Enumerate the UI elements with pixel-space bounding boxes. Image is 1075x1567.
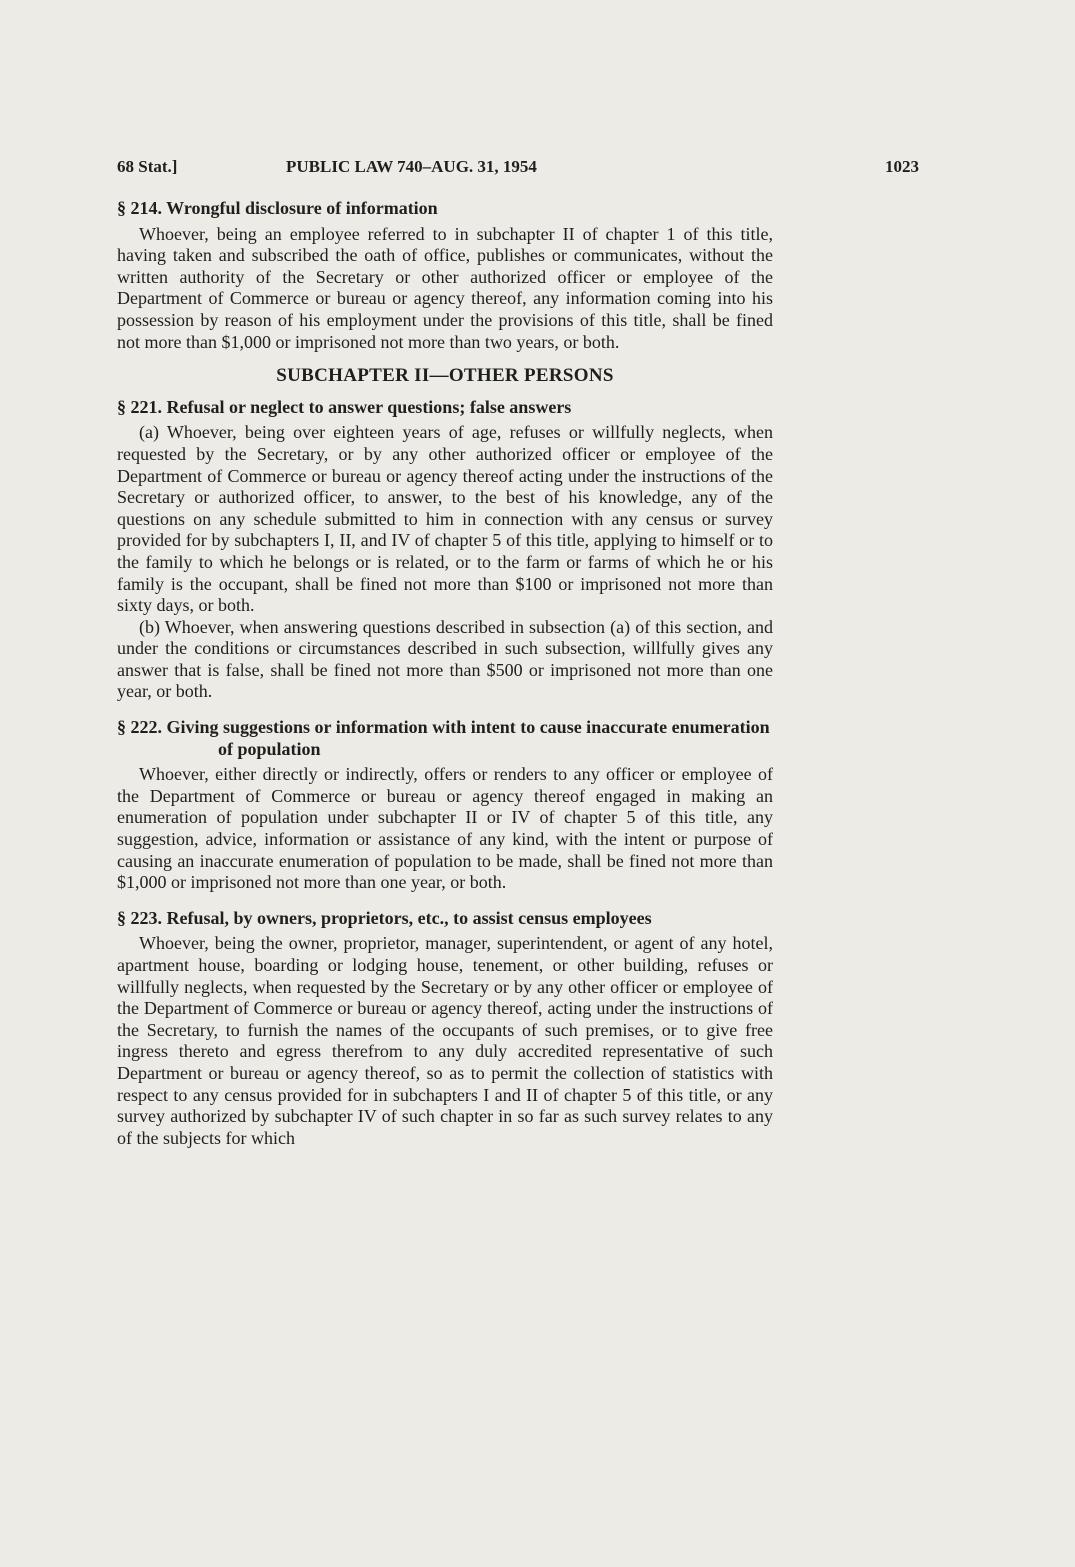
section-223-paragraph: Whoever, being the owner, proprietor, manager, superintendent, or agent of any hotel, apartment house, boarding or lodging house, tenement, or other building, refuses or willfully neglects, when requested by the Secretary or by any other officer or employee of the Department of Commerce or bureau or agency thereof, acting under the instructions of the Secretary, to furnish the names of the occupants of such premises, or to give free ingress thereto and egress therefrom to any duly accredited representative of such Department or bureau or agency thereof, so as to permit the collection of statistics with respect to any census provided for in subchapters I and II of chapter 5 of this title, or any survey authorized by subchapter IV of such chapter in so far as such survey relates to any of the subjects for which [117, 933, 773, 1148]
running-header [117, 157, 919, 183]
subchapter-heading: SUBCHAPTER II—OTHER PERSONS [276, 365, 614, 387]
public-law-title: PUBLIC LAW 740–AUG. 31, 1954 [286, 157, 537, 176]
section-223-heading: § 223. Refusal, by owners, proprietors, etc., to assist census employees [117, 907, 652, 928]
document-body [117, 198, 773, 1149]
section-222-heading: § 222. Giving suggestions or information with intent to cause inaccurate enumeration of population [117, 717, 770, 759]
section-221-paragraph-b: (b) Whoever, when answering questions described in subsection (a) of this section, and under the conditions or circumstances described in such subsection, willfully gives any answer that is false, shall be fined not more than $500 or imprisoned not more than one year, or both. [117, 616, 773, 702]
section-214-heading: § 214. Wrongful disclosure of information [117, 198, 438, 218]
section-214-paragraph: Whoever, being an employee referred to in subchapter II of chapter 1 of this title, having taken and subscribed the oath of office, publishes or communicates, without the written authority of the Secretary or other authorized officer or employee of the Department of Commerce or bureau or agency thereof, any information coming into his possession by reason of his employment under the provisions of this title, shall be fined not more than $1,000 or imprisoned not more than two years, or both. [117, 223, 773, 352]
section-221-paragraph-a: (a) Whoever, being over eighteen years of age, refuses or willfully neglects, when requested by the Secretary, or by any other authorized officer or employee of the Department of Commerce or bureau or agency thereof acting under the instructions of the Secretary or authorized officer, to answer, to the best of his knowledge, any of the questions on any schedule submitted to him in connection with any census or survey provided for by subchapters I, II, and IV of chapter 5 of this title, applying to himself or to the family to which he belongs or is related, or to the farm or farms of which he or his family is the occupant, shall be fined not more than $100 or imprisoned not more than sixty days, or both. [117, 422, 773, 616]
statute-volume: 68 Stat.] [117, 157, 178, 176]
section-222-paragraph: Whoever, either directly or indirectly, offers or renders to any officer or employee of the Department of Commerce or bureau or agency thereof engaged in making an enumeration of population under subchapter II or IV of chapter 5 of this title, any suggestion, advice, information or assistance of any kind, with the intent or purpose of causing an inaccurate enumeration of population to be made, shall be fined not more than $1,000 or imprisoned not more than one year, or both. [117, 764, 773, 893]
page-number: 1023 [885, 157, 919, 176]
section-221-heading: § 221. Refusal or neglect to answer questions; false answers [117, 396, 572, 417]
